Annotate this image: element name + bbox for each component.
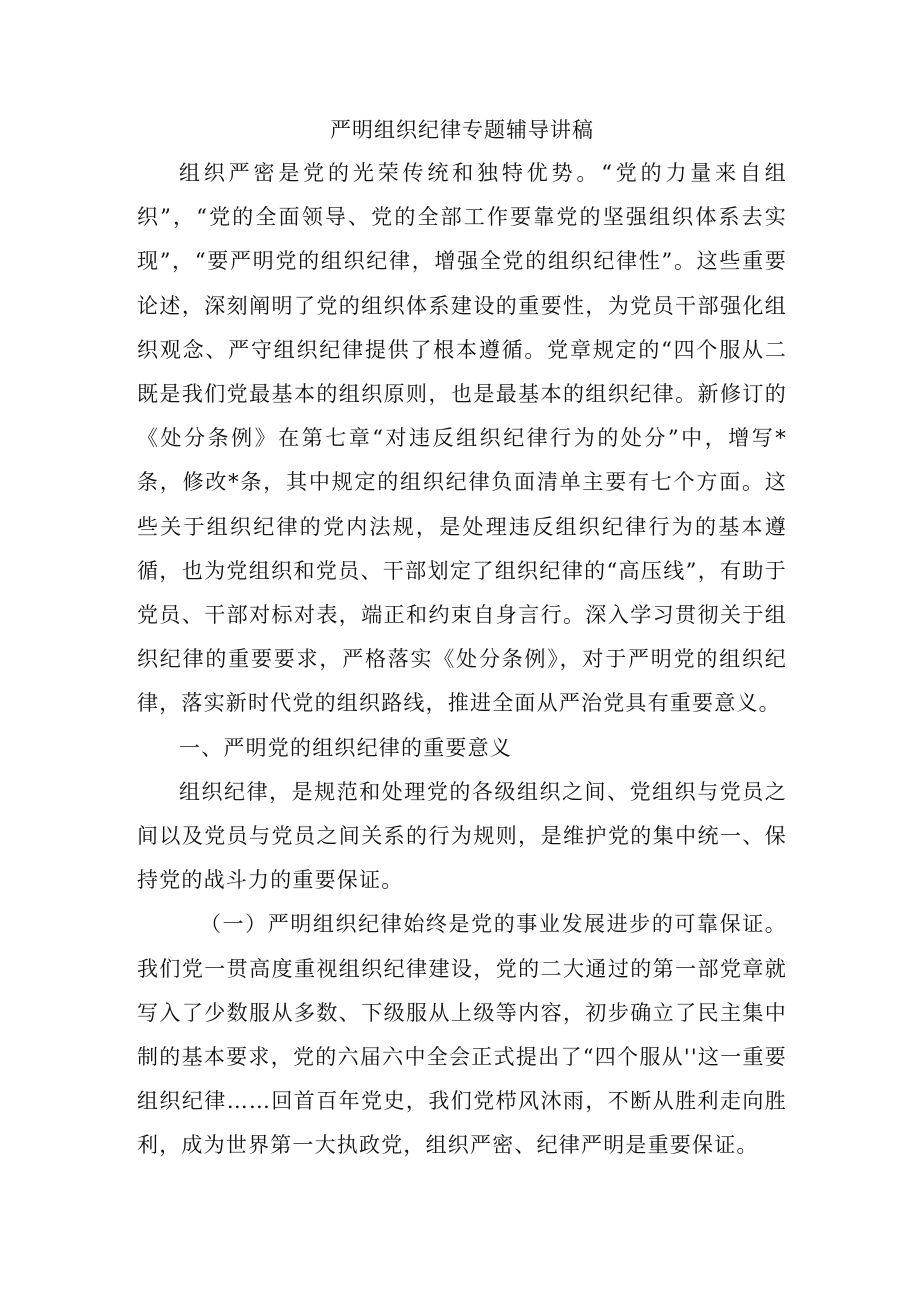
section-1-heading: 一、严明党的组织纪律的重要意义 bbox=[179, 735, 512, 760]
subsection-1-paragraph: （一）严明组织纪律始终是党的事业发展进步的可靠保证。我们党一贯高度重视组织纪律建设，党的二大通过的第一部党章就写入了少数服从多数、下级服从上级等内容，初步确立了民主集中制的基本要求，党的六届六中全会正式提出了“四个服从''这一重要组织纪律……回首百年党史，我们党栉风沐雨，不断从胜利走向胜利，成为世界第一大执政党，组织严密、纪律严明是重要保证。 bbox=[137, 912, 787, 1158]
document-body bbox=[137, 113, 787, 1168]
intro-paragraph: 组织严密是党的光荣传统和独特优势。“党的力量来自组织”，“党的全面领导、党的全部工作要靠党的坚强组织体系去实现”，“要严明党的组织纪律，增强全党的组织纪律性”。这些重要论述，深刻阐明了党的组织体系建设的重要性，为党员干部强化组织观念、严守组织纪律提供了根本遵循。党章规定的“四个服从二既是我们党最基本的组织原则，也是最基本的组织纪律。新修订的《处分条例》在第七章“对违反组织纪律行为的处分”中，增写*条，修改*条，其中规定的组织纪律负面清单主要有七个方面。这些关于组织纪律的党内法规，是处理违反组织纪律行为的基本遵循，也为党组织和党员、干部划定了组织纪律的“高压线”，有助于党员、干部对标对表，端正和约束自身言行。深入学习贯彻关于组织纪律的重要要求，严格落实《处分条例》，对于严明党的组织纪律，落实新时代党的组织路线，推进全面从严治党具有重要意义。 bbox=[137, 161, 787, 716]
section-1-paragraph: 组织纪律，是规范和处理党的各级组织之间、党组织与党员之间以及党员与党员之间关系的行为规则，是维护党的集中统一、保持党的战斗力的重要保证。 bbox=[137, 779, 787, 893]
document-title: 严明组织纪律专题辅导讲稿 bbox=[330, 118, 594, 142]
